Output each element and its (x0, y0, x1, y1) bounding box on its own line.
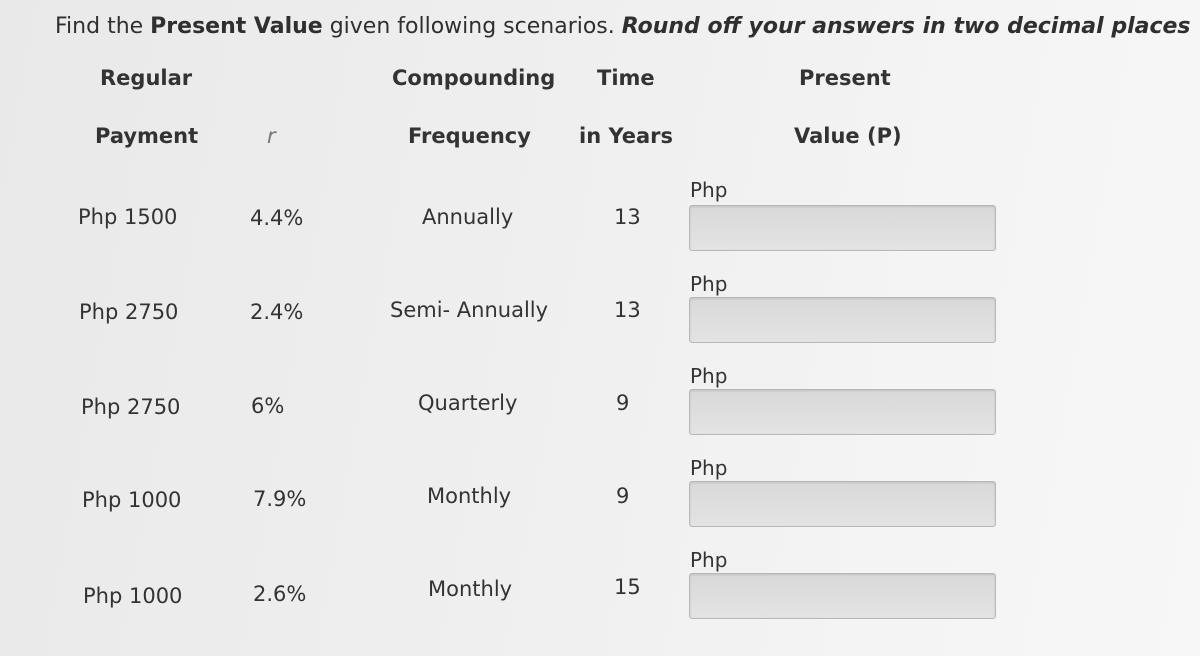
row3-currency-label: Php (690, 364, 728, 388)
header-payment: Payment (95, 124, 199, 148)
row4-present-value-input[interactable] (689, 481, 996, 527)
row2-payment: Php 2750 (79, 300, 179, 324)
row1-years: 13 (614, 205, 641, 229)
row2-years: 13 (614, 298, 641, 322)
instruction-part2: given following scenarios. (322, 14, 622, 39)
header-regular: Regular (100, 66, 193, 90)
row3-present-value-input[interactable] (689, 389, 996, 435)
row2-rate: 2.4% (250, 300, 304, 324)
row1-frequency: Annually (422, 205, 514, 229)
row1-currency-label: Php (690, 178, 728, 202)
row1-payment: Php 1500 (78, 205, 178, 229)
row4-rate: 7.9% (253, 487, 307, 511)
row4-payment: Php 1000 (82, 488, 182, 512)
row5-present-value-input[interactable] (689, 573, 996, 619)
row1-present-value-input[interactable] (689, 205, 996, 251)
row4-frequency: Monthly (427, 484, 512, 508)
row5-payment: Php 1000 (83, 584, 183, 608)
row4-years: 9 (616, 484, 630, 508)
row3-years: 9 (616, 391, 630, 415)
row5-frequency: Monthly (428, 577, 513, 601)
instruction-part1: Find the (55, 14, 151, 39)
instruction-emphasis: Round off your answers in two decimal places (621, 14, 1191, 39)
row3-rate: 6% (251, 394, 285, 418)
row2-frequency: Semi- Annually (390, 298, 549, 322)
header-in-years: in Years (579, 124, 674, 148)
row5-currency-label: Php (690, 548, 728, 572)
header-compounding: Compounding (392, 66, 556, 90)
header-frequency: Frequency (408, 124, 531, 148)
instruction-bold: Present Value (150, 14, 323, 39)
header-time: Time (597, 66, 655, 90)
row2-present-value-input[interactable] (689, 297, 996, 343)
header-rate: r (267, 124, 276, 148)
row1-rate: 4.4% (250, 206, 304, 230)
header-value-p: Value (P) (794, 124, 902, 148)
row2-currency-label: Php (690, 272, 728, 296)
header-present: Present (799, 66, 891, 90)
row3-frequency: Quarterly (418, 391, 518, 415)
row4-currency-label: Php (690, 456, 728, 480)
row5-years: 15 (614, 575, 641, 599)
row5-rate: 2.6% (253, 582, 307, 606)
row3-payment: Php 2750 (81, 395, 181, 419)
instruction-text (55, 14, 1191, 39)
